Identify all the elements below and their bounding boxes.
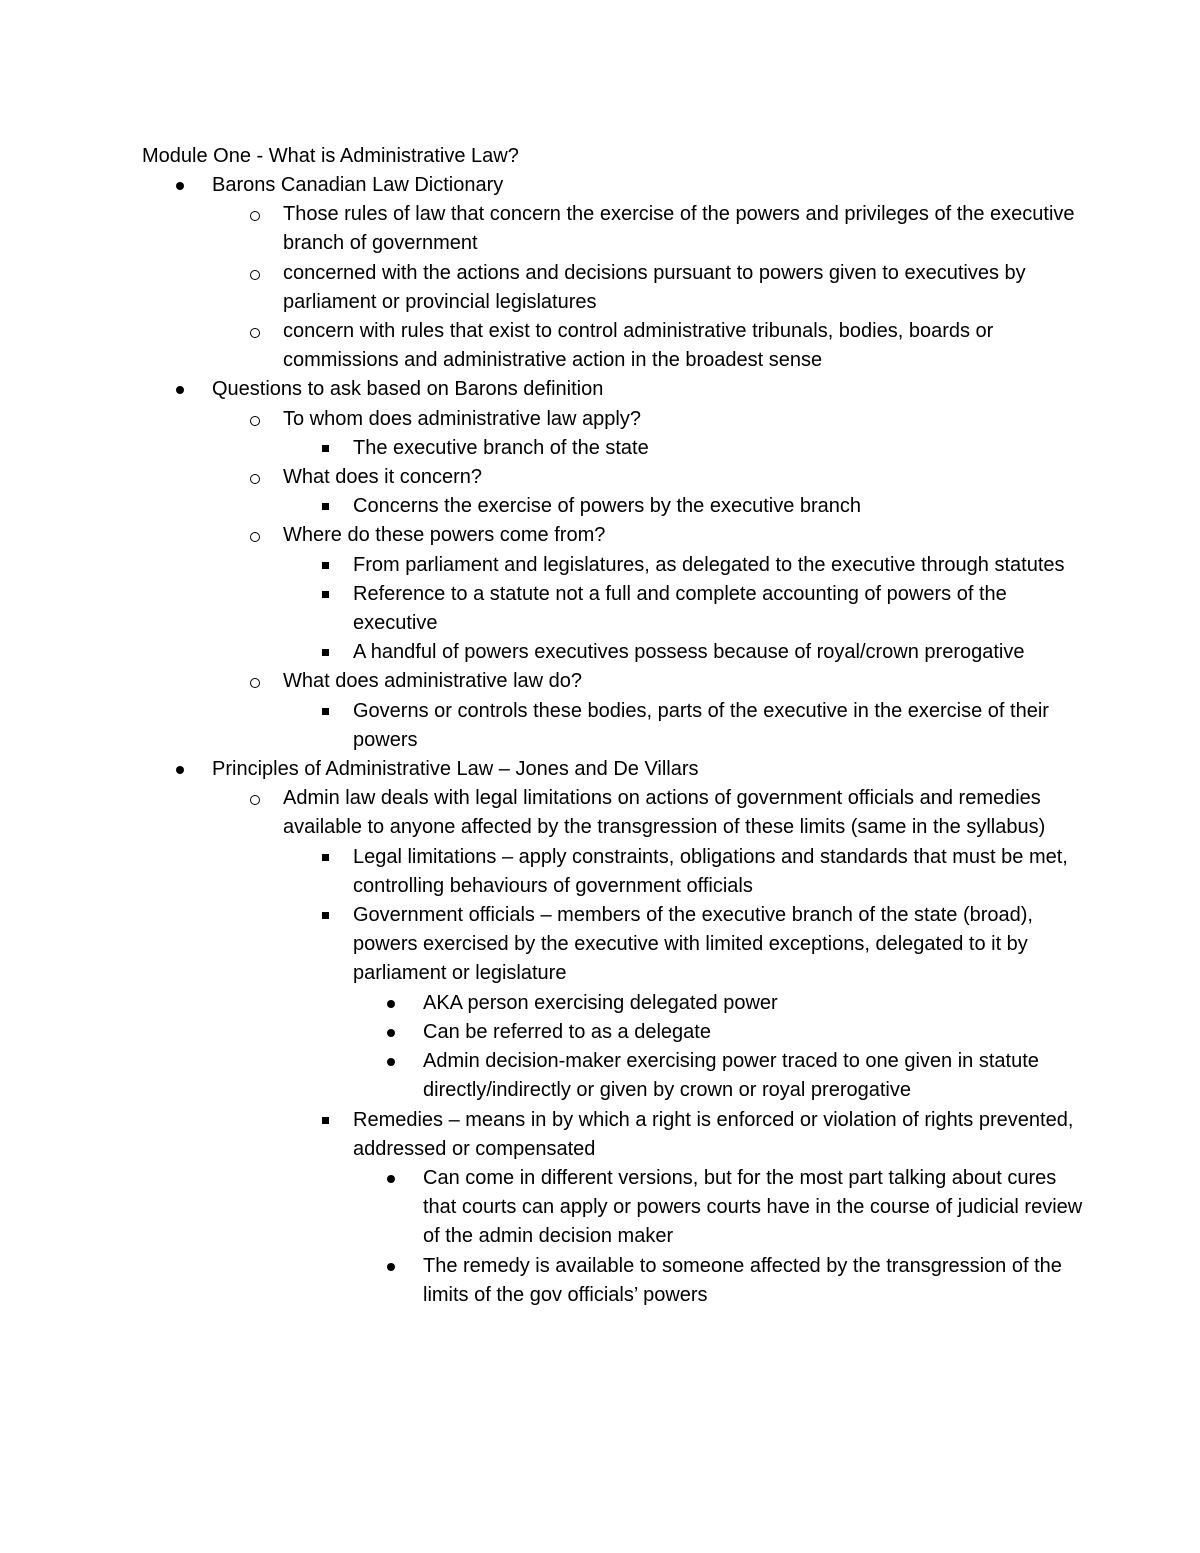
bullet-icon xyxy=(383,1252,399,1271)
list-item-text: concern with rules that exist to control administrative tribunals, bodies, boards or commissions and administrative action in the broadest sense xyxy=(283,320,994,372)
list-item xyxy=(353,492,1083,521)
list-item xyxy=(283,200,1083,258)
list-item-text: Those rules of law that concern the exercise of the powers and privileges of the executive branch of government xyxy=(283,203,1075,255)
list-item xyxy=(353,901,1083,989)
hollow-circle-bullet-icon xyxy=(247,200,263,221)
list-item-text: The remedy is available to someone affected by the transgression of the limits of the gov officials’ powers xyxy=(423,1254,1062,1306)
list-item xyxy=(212,375,1072,404)
list-item-text: A handful of powers executives possess because of royal/crown prerogative xyxy=(353,641,1025,664)
list-item xyxy=(353,638,1083,667)
list-item-text: From parliament and legislatures, as delegated to the executive through statutes xyxy=(353,553,1065,576)
list-item-text: Remedies – means in by which a right is enforced or violation of rights prevented, addressed or compensated xyxy=(353,1108,1074,1160)
list-item xyxy=(353,697,1083,755)
list-item-text: Can be referred to as a delegate xyxy=(423,1020,711,1043)
bullet-icon xyxy=(383,1164,399,1183)
bullet-icon xyxy=(383,989,399,1008)
list-item xyxy=(283,317,1083,375)
square-bullet-icon xyxy=(317,697,333,715)
square-bullet-icon xyxy=(317,492,333,510)
bullet-icon xyxy=(172,171,188,190)
list-item-text: Reference to a statute not a full and complete accounting of powers of the executive xyxy=(353,582,1007,635)
list-item-text: Principles of Administrative Law – Jones and De Villars xyxy=(212,758,699,781)
list-item xyxy=(353,580,1083,638)
hollow-circle-bullet-icon xyxy=(247,463,263,484)
list-item xyxy=(283,405,1083,434)
list-item xyxy=(353,434,1083,463)
list-item-text: Legal limitations – apply constraints, obligations and standards that must be met, controlling behaviours of government officials xyxy=(353,845,1068,897)
list-item xyxy=(283,463,1083,492)
hollow-circle-bullet-icon xyxy=(247,667,263,688)
list-item xyxy=(353,1106,1083,1164)
list-item xyxy=(283,521,1083,550)
list-item-text: Governs or controls these bodies, parts of the executive in the exercise of their powers xyxy=(353,699,1049,751)
list-item-text: Barons Canadian Law Dictionary xyxy=(212,174,504,196)
bullet-icon xyxy=(383,1047,399,1066)
square-bullet-icon xyxy=(317,638,333,656)
square-bullet-icon xyxy=(317,580,333,598)
bullet-icon xyxy=(383,1018,399,1037)
outline-list xyxy=(0,171,1200,1310)
list-item-text: Admin decision-maker exercising power traced to one given in statute directly/indirectly or given by crown or royal prerogative xyxy=(423,1050,1039,1102)
list-item-text: AKA person exercising delegated power xyxy=(423,991,778,1014)
hollow-circle-bullet-icon xyxy=(247,784,263,805)
list-item xyxy=(423,1047,1083,1105)
list-item-text: Questions to ask based on Barons definition xyxy=(212,378,604,401)
list-item xyxy=(423,989,1083,1018)
list-item xyxy=(423,1252,1083,1310)
list-item-text: To whom does administrative law apply? xyxy=(283,407,641,430)
list-item-text: Can come in different versions, but for the most part talking about cures that courts can apply or powers courts have in the course of judicial review of the admin decision maker xyxy=(423,1166,1083,1248)
hollow-circle-bullet-icon xyxy=(247,259,263,280)
list-item xyxy=(423,1018,1083,1047)
bullet-icon xyxy=(172,375,188,394)
list-item xyxy=(283,667,1083,696)
square-bullet-icon xyxy=(317,434,333,452)
square-bullet-icon xyxy=(317,901,333,919)
square-bullet-icon xyxy=(317,843,333,861)
list-item xyxy=(353,843,1083,901)
list-item xyxy=(283,784,1083,842)
list-item-text: What does it concern? xyxy=(283,466,482,489)
list-item xyxy=(283,259,1083,317)
square-bullet-icon xyxy=(317,1106,333,1124)
hollow-circle-bullet-icon xyxy=(247,521,263,542)
hollow-circle-bullet-icon xyxy=(247,405,263,426)
list-item-text: Government officials – members of the executive branch of the state (broad), powers exercised by the executive with limited exceptions, delegated to it by parliament or legislature xyxy=(353,904,1033,985)
list-item xyxy=(423,1164,1083,1252)
list-item xyxy=(212,755,1072,784)
list-item-text: What does administrative law do? xyxy=(283,670,583,693)
document-title: Module One - What is Administrative Law? xyxy=(142,145,519,167)
square-bullet-icon xyxy=(317,551,333,569)
list-item-text: The executive branch of the state xyxy=(353,436,649,459)
bullet-icon xyxy=(172,755,188,774)
list-item-text: Where do these powers come from? xyxy=(283,524,606,547)
list-item-text: Admin law deals with legal limitations on actions of government officials and remedies available to anyone affected by the transgression of these limits (same in the syllabus) xyxy=(283,787,1046,839)
list-item-text: Concerns the exercise of powers by the executive branch xyxy=(353,495,862,518)
list-item-text: concerned with the actions and decisions pursuant to powers given to executives by parliament or provincial legislatures xyxy=(283,261,1026,313)
hollow-circle-bullet-icon xyxy=(247,317,263,338)
list-item xyxy=(212,171,1072,200)
list-item xyxy=(353,551,1083,580)
